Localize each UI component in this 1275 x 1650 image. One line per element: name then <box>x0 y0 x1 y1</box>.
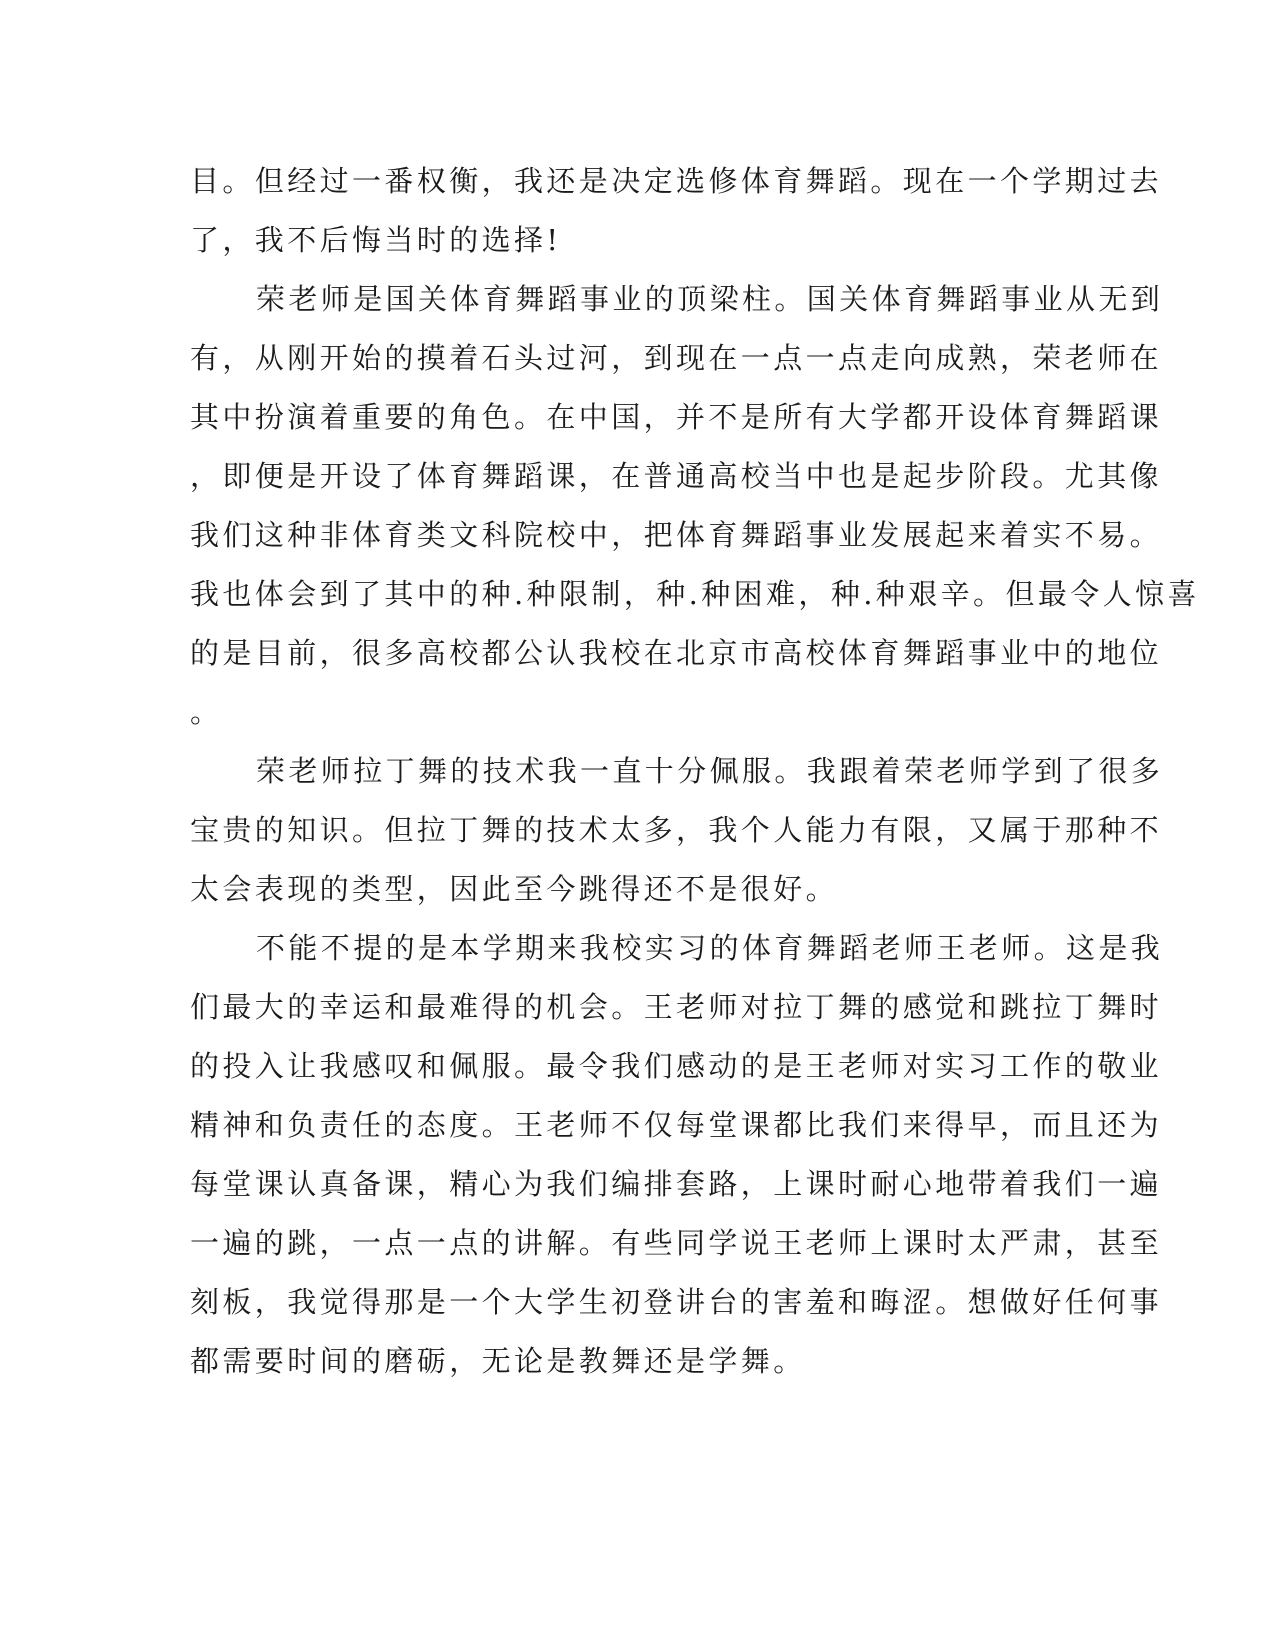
text-line: 每堂课认真备课，精心为我们编排套路，上课时耐心地带着我们一遍 <box>190 1167 1163 1201</box>
text-line: 们最大的幸运和最难得的机会。王老师对拉丁舞的感觉和跳拉丁舞时 <box>190 990 1163 1024</box>
paragraph-first-line: 不能不提的是本学期来我校实习的体育舞蹈老师王老师。这是我 <box>256 931 1164 965</box>
paragraph-first-line: 荣老师是国关体育舞蹈事业的顶梁柱。国关体育舞蹈事业从无到 <box>256 282 1164 316</box>
text-line: 刻板，我觉得那是一个大学生初登讲台的害羞和晦涩。想做好任何事 <box>190 1285 1163 1319</box>
text-line: 有，从刚开始的摸着石头过河，到现在一点一点走向成熟，荣老师在 <box>190 341 1163 375</box>
text-line: 精神和负责任的态度。王老师不仅每堂课都比我们来得早，而且还为 <box>190 1108 1163 1142</box>
paragraph-first-line: 荣老师拉丁舞的技术我一直十分佩服。我跟着荣老师学到了很多 <box>256 754 1164 788</box>
text-line: 了，我不后悔当时的选择! <box>190 223 562 257</box>
text-line: 宝贵的知识。但拉丁舞的技术太多，我个人能力有限，又属于那种不 <box>190 813 1163 847</box>
text-line: 太会表现的类型，因此至今跳得还不是很好。 <box>190 872 839 906</box>
text-line: 目。但经过一番权衡，我还是决定选修体育舞蹈。现在一个学期过去 <box>190 164 1163 198</box>
text-line: 其中扮演着重要的角色。在中国，并不是所有大学都开设体育舞蹈课 <box>190 400 1163 434</box>
text-line: 我们这种非体育类文科院校中，把体育舞蹈事业发展起来着实不易。 <box>190 518 1163 552</box>
text-line: 一遍的跳，一点一点的讲解。有些同学说王老师上课时太严肃，甚至 <box>190 1226 1163 1260</box>
text-line: 都需要时间的磨砺，无论是教舞还是学舞。 <box>190 1344 806 1378</box>
text-line: ，即便是开设了体育舞蹈课，在普通高校当中也是起步阶段。尤其像 <box>190 459 1163 493</box>
text-line: 我也体会到了其中的种.种限制，种.种困难，种.种艰辛。但最令人惊喜 <box>190 577 1200 611</box>
text-line: 的投入让我感叹和佩服。最令我们感动的是王老师对实习工作的敬业 <box>190 1049 1163 1083</box>
text-line: 。 <box>190 695 223 729</box>
text-line: 的是目前，很多高校都公认我校在北京市高校体育舞蹈事业中的地位 <box>190 636 1163 670</box>
